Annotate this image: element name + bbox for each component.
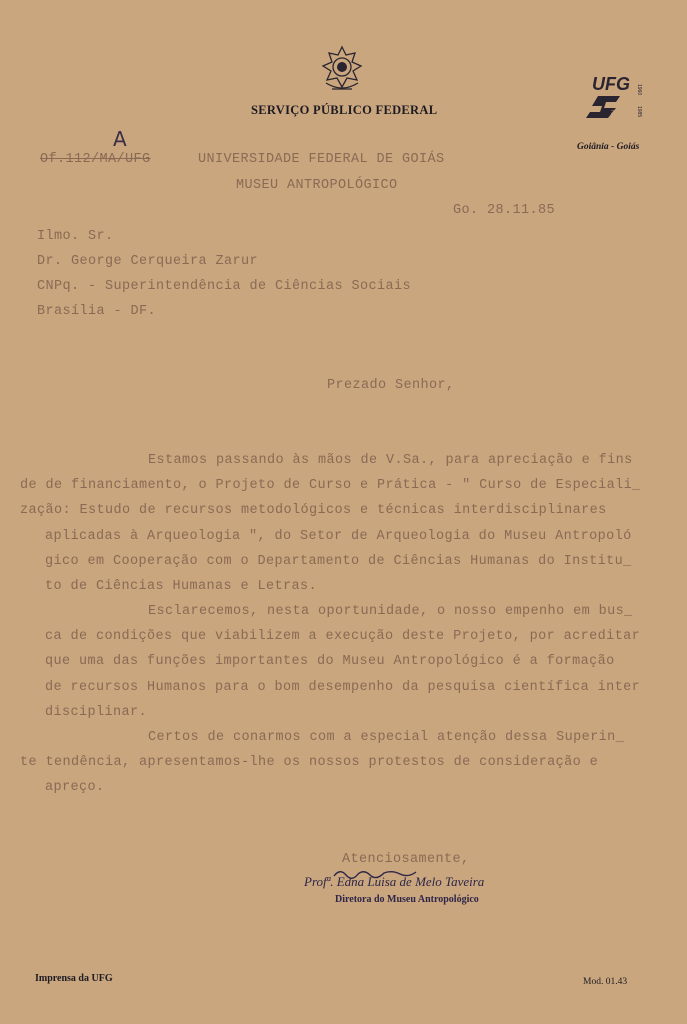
university-name: UNIVERSIDADE FEDERAL DE GOIÁS <box>198 152 445 167</box>
footer-form-number: Mod. 01.43 <box>583 977 628 987</box>
reference-number: Of.112/MA/UFG <box>40 152 151 167</box>
p3-line1: Certos de conarmos com a especial atenção dessa Superin_ <box>148 730 625 745</box>
addressee-line3: CNPq. - Superintendência de Ciências Sociais <box>37 279 412 294</box>
p1-line4: aplicadas à Arqueologia ", do Setor de Arqueologia do Museu Antropoló <box>45 529 632 544</box>
p2-line5: disciplinar. <box>45 705 148 720</box>
p2-line3: que uma das funções importantes do Museu Antropológico é a formação <box>45 654 615 669</box>
ufg-logo-label: UFG <box>592 74 630 94</box>
brasao-republica-icon <box>318 45 366 95</box>
handwritten-ref-mark: A <box>113 127 127 151</box>
p1-line6: to de Ciências Humanas e Letras. <box>45 579 318 594</box>
ufg-logo-year-top: 1960 <box>636 84 642 96</box>
closing: Atenciosamente, <box>342 852 470 867</box>
museum-name: MUSEU ANTROPOLÓGICO <box>236 178 398 193</box>
addressee-line2: Dr. George Cerqueira Zarur <box>37 254 259 269</box>
p2-line2: ca de condições que viabilizem a execução deste Projeto, por acreditar <box>45 629 641 644</box>
p1-line5: gico em Cooperação com o Departamento de Ciências Humanas do Institu_ <box>45 554 632 569</box>
ufg-logo <box>578 70 648 122</box>
ufg-logo-anos: 25 anos <box>611 110 629 116</box>
addressee-line1: Ilmo. Sr. <box>37 229 114 244</box>
addressee-line4: Brasília - DF. <box>37 304 157 319</box>
salutation: Prezado Senhor, <box>327 378 455 393</box>
footer-printer: Imprensa da UFG <box>35 973 113 984</box>
p1-line1: Estamos passando às mãos de V.Sa., para apreciação e fins <box>148 453 633 468</box>
signatory-title: Diretora do Museu Antropológico <box>335 894 479 905</box>
ufg-logo-year-bottom: 1985 <box>636 106 642 118</box>
p1-line2: de de financiamento, o Projeto de Curso e Prática - " Curso de Especiali_ <box>20 478 641 493</box>
location: Goiânia - Goiás <box>577 142 640 152</box>
org-line: SERVIÇO PÚBLICO FEDERAL <box>251 103 438 117</box>
letter-date: Go. 28.11.85 <box>453 203 556 218</box>
p3-line2: te tendência, apresentamos-lhe os nossos protestos de consideração e <box>20 755 599 770</box>
signatory-name: Profª. Edna Luisa de Melo Taveira <box>304 874 485 889</box>
p3-line3: apreço. <box>45 780 105 795</box>
p1-line3: zação: Estudo de recursos metodológicos e técnicas interdisciplinares <box>20 503 607 518</box>
p2-line1: Esclarecemos, nesta oportunidade, o nosso empenho em bus_ <box>148 604 633 619</box>
p2-line4: de recursos Humanos para o bom desempenho da pesquisa científica inter <box>45 680 641 695</box>
